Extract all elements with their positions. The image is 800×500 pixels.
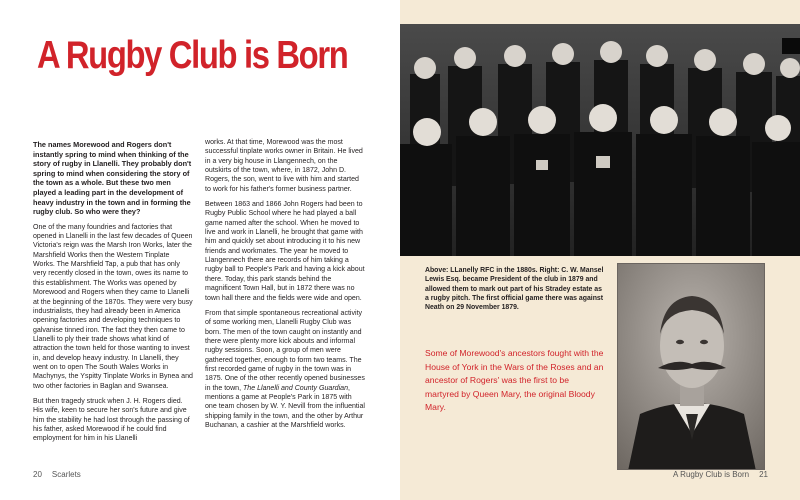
right-footer: [663, 470, 768, 479]
body-paragraph: [205, 309, 365, 430]
left-footer: [33, 470, 91, 479]
pull-quote: Some of Morewood's ancestors fought with the House of York in the Wars of the Roses and an ancestor of Rogers' was the first to be martyred by Queen Mary, the original Bloody Mary.: [425, 348, 604, 413]
team-photo: [400, 24, 800, 256]
text-column-1: [33, 140, 193, 450]
portrait-illustration: [618, 264, 765, 470]
body-paragraph: Between 1863 and 1866 John Rogers had been to Rugby Public School where he had played a ball game named after the school. When he moved to live and work in Llanelli, he brought that game with him and quickly set about introducing it to his new friends and workmates. The year he moved to Llangennech there are records of him taking a rugby ball to People's Park and having a kick about there. Today, this park stands behind the magnificent Town Hall, but in 1872 there was no town hall there and the fields were wide and open.: [205, 201, 365, 302]
page-number-right: 21: [759, 470, 768, 479]
running-head-right: A Rugby Club is Born: [673, 470, 750, 479]
body-text: , mentions a game at People's Park in 1875 with one team chosen by W. Y. Nevill from the influential shipping family in the town, and the other by Arthur Buchanan, a cashier at the Marshfield works.: [205, 384, 365, 429]
body-paragraph: But then tragedy struck when J. H. Rogers died. His wife, keen to secure her son's future and give him the stability he had lost through the passing of his father, asked Morewood if he could find employment for him in his Llanelli: [33, 397, 190, 443]
page-number-left: 20: [33, 470, 42, 479]
photo-caption: Above: LLanelly RFC in the 1880s. Right: C. W. Mansel Lewis Esq. became President of the club in 1879 and allowed them to mark out part of his Stradey estate as a rugby pitch. The first official game there was against Neath on 29 November 1879.: [425, 267, 604, 312]
text-column-2: [205, 138, 365, 436]
running-head-left: Scarlets: [51, 470, 81, 479]
body-text: From that simple spontaneous recreational activity of some working men, Llanelli Rugby Club was born. The men of the town caught on instantly and there were plenty more kick abouts and informal rugby sessions. Soon, a group of men were gathered together, enough to form two teams. The first recorded game of rugby in the town was in 1875. One of the other recently opened businesses in the town,: [205, 309, 365, 392]
portrait-photo: [617, 263, 765, 470]
page-title: A Rugby Club is Born: [37, 34, 348, 77]
newspaper-title: The Llanelli and County Guardian: [243, 384, 348, 392]
body-paragraph: works. At that time, Morewood was the most successful tinplate works owner in Britain. He lived in a very big house in Llangennech, on the outskirts of the town, where, in 1872, John D. Rogers, the son, went to live with him and started to work for his father's former business partner.: [205, 139, 363, 193]
body-paragraph: One of the many foundries and factories that opened in Llanelli in the last few decades of Queen Victoria's reign was the Marsh Iron Works, later the Marshfield Works then the Western Tinplate Works. The Marshfield Tap, a pub that has only very recently closed in the town, owes its name to this establishment. The Works was opened by Morewood and Rogers when they came to Llanelli at the beginning of the 1870s. They were very busy industrialists, they had already been in America opening factories and developing techniques to galvanise tinned iron. The fact they then came to Llanelli to ply their trade shows what kind of attraction the town held for those wanting to invest in, and develop heavy industry. In Llanelli, they went on to open The South Wales Works in Machynys, the Yspitty Tinplate Works in Bynea and two other factories in Baglan and Swansea.: [33, 223, 193, 390]
intro-paragraph: The names Morewood and Rogers don't instantly spring to mind when thinking of the story of rugby in Llanelli. They probably don't spring to mind when considering the story of the town as a whole. But these two men played a leading part in the development of heavy industry in the town and in forming the rugby club. So who were they?: [33, 140, 192, 217]
team-photo-illustration: [400, 24, 800, 256]
